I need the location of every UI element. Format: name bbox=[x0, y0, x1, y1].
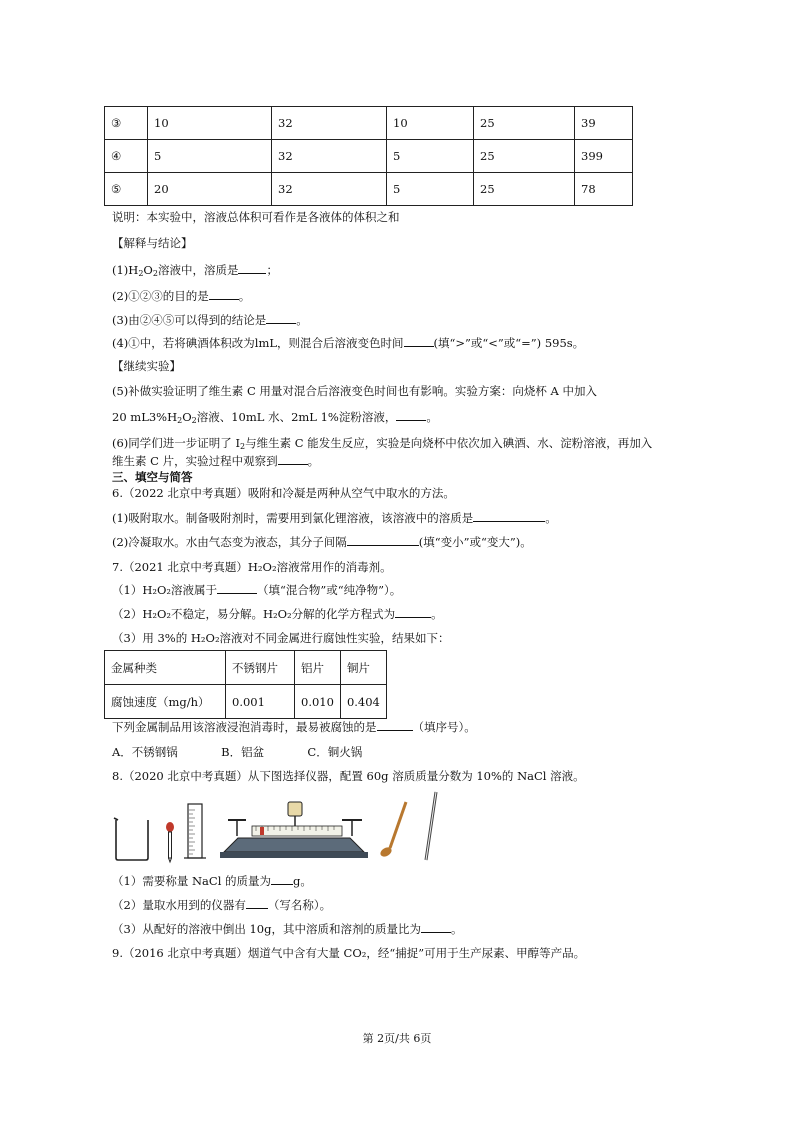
answer-blank[interactable] bbox=[377, 719, 413, 731]
balance-icon bbox=[220, 802, 368, 858]
experiment-table bbox=[104, 106, 633, 206]
table-cell: ③ bbox=[105, 107, 148, 140]
question-5-line1: (5)补做实验证明了维生素 C 用量对混合后溶液变色时间也有影响。实验方案：向烧杯 A 中加入 bbox=[112, 384, 598, 398]
beaker-icon bbox=[114, 818, 148, 860]
answer-blank[interactable] bbox=[396, 409, 426, 421]
option-b[interactable]: B．铝盆 bbox=[221, 745, 265, 759]
question-6-line2: 维生素 C 片，实验过程中观察到 。 bbox=[112, 454, 320, 468]
table-cell: 32 bbox=[272, 140, 387, 173]
answer-blank[interactable] bbox=[271, 873, 293, 885]
problem-7-part-3: （3）用 3%的 H₂O₂溶液对不同金属进行腐蚀性实验，结果如下： bbox=[112, 631, 450, 645]
problem-9-title: 9.（2016 北京中考真题）烟道气中含有大量 CO₂，经“捕捉”可用于生产尿素、甲醇等产品。 bbox=[112, 946, 586, 960]
table-row: 金属种类 不锈钢片 铝片 铜片 bbox=[105, 651, 387, 685]
graduated-cylinder-icon bbox=[184, 804, 206, 858]
option-c[interactable]: C．铜火锅 bbox=[307, 745, 363, 759]
question-1: $(1)H_2O_2$溶液中，溶质是 ； bbox=[112, 263, 278, 278]
answer-blank[interactable] bbox=[421, 921, 451, 933]
answer-blank[interactable] bbox=[266, 312, 296, 324]
problem-8-part-2: （2）量取水用到的仪器有 （写名称）。 bbox=[112, 898, 332, 912]
answer-blank[interactable] bbox=[473, 510, 545, 522]
table-cell: 5 bbox=[387, 140, 474, 173]
problem-7-part-1: （1）H₂O₂溶液属于 （填“混合物”或“纯净物”）。 bbox=[112, 583, 402, 597]
table-cell: 10 bbox=[387, 107, 474, 140]
problem-8-title: 8.（2020 北京中考真题）从下图选择仪器，配置 60g 溶质质量分数为 10%的 NaCl 溶液。 bbox=[112, 769, 585, 783]
question-4: (4)①中，若将碘酒体积改为lmL，则混合后溶液变色时间 (填“>”或“<”或“=”) 595s。 bbox=[112, 336, 585, 350]
table-row bbox=[105, 140, 633, 173]
table-cell: 5 bbox=[387, 173, 474, 206]
table-cell: 25 bbox=[474, 107, 575, 140]
question-3: (3)由②④⑤可以得到的结论是 。 bbox=[112, 313, 308, 327]
note: 说明：本实验中，溶液总体积可看作是各液体的体积之和 bbox=[112, 210, 400, 224]
answer-blank[interactable] bbox=[278, 453, 308, 465]
question-5-line2: 20 $mL3\%H_2O_2$溶液、10mL 水、2mL 1%淀粉溶液， 。 bbox=[112, 410, 438, 425]
apparatus-figure bbox=[110, 790, 450, 864]
problem-8-part-1: （1）需要称量 NaCl 的质量为 g。 bbox=[112, 874, 312, 888]
table-cell: 39 bbox=[575, 107, 633, 140]
answer-blank[interactable] bbox=[404, 335, 434, 347]
question-2: (2)①②③的目的是 。 bbox=[112, 289, 251, 303]
answer-blank[interactable] bbox=[238, 262, 266, 274]
table-cell: 32 bbox=[272, 107, 387, 140]
table-cell: 78 bbox=[575, 173, 633, 206]
problem-8-part-3: （3）从配好的溶液中倒出 10g，其中溶质和溶剂的质量比为 。 bbox=[112, 922, 463, 936]
section-explain: 【解释与结论】 bbox=[112, 236, 193, 250]
table-cell: 32 bbox=[272, 173, 387, 206]
problem-7-options bbox=[112, 744, 362, 760]
problem-6-part-1: (1)吸附取水。制备吸附剂时，需要用到氯化锂溶液，该溶液中的溶质是 。 bbox=[112, 511, 557, 525]
table-row bbox=[105, 173, 633, 206]
option-a[interactable]: A．不锈钢锅 bbox=[112, 745, 178, 759]
table-cell: 10 bbox=[148, 107, 272, 140]
table-cell: ⑤ bbox=[105, 173, 148, 206]
problem-7-question: 下列金属制品用该溶液浸泡消毒时，最易被腐蚀的是 （填序号）。 bbox=[112, 720, 476, 734]
problem-6-part-2: (2)冷凝取水。水由气态变为液态，其分子间隔 (填“变小”或“变大”)。 bbox=[112, 535, 532, 549]
question-6-line1: (6)同学们进一步证明了 $I_2$与维生素 C 能发生反应，实验是向烧杯中依次加入碘酒、水、淀粉溶液，再加入 bbox=[112, 436, 653, 451]
problem-6-title: 6.（2022 北京中考真题）吸附和冷凝是两种从空气中取水的方法。 bbox=[112, 486, 455, 500]
answer-blank[interactable] bbox=[395, 606, 431, 618]
table-row: 腐蚀速度（mg/h） 0.001 0.010 0.404 bbox=[105, 685, 387, 719]
answer-blank[interactable] bbox=[246, 897, 268, 909]
problem-7-title: 7.（2021 北京中考真题）H₂O₂溶液常用作的消毒剂。 bbox=[112, 560, 392, 574]
section-continue: 【继续实验】 bbox=[112, 359, 181, 373]
table-cell: 25 bbox=[474, 173, 575, 206]
glass-rod-icon bbox=[426, 792, 436, 860]
problem-7-part-2: （2）H₂O₂不稳定，易分解。H₂O₂分解的化学方程式为 。 bbox=[112, 607, 443, 621]
dropper-icon bbox=[166, 822, 174, 862]
metal-corrosion-table bbox=[104, 650, 387, 719]
table-cell: 20 bbox=[148, 173, 272, 206]
table-cell: ④ bbox=[105, 140, 148, 173]
section-3-heading: 三、填空与简答 bbox=[112, 470, 193, 484]
answer-blank[interactable] bbox=[209, 288, 239, 300]
answer-blank[interactable] bbox=[347, 534, 419, 546]
page-footer: 第 2页/共 6页 bbox=[362, 1032, 432, 1045]
table-cell: 399 bbox=[575, 140, 633, 173]
spoon-icon bbox=[379, 802, 406, 858]
table-row bbox=[105, 107, 633, 140]
answer-blank[interactable] bbox=[217, 582, 257, 594]
table-cell: 25 bbox=[474, 140, 575, 173]
table-cell: 5 bbox=[148, 140, 272, 173]
